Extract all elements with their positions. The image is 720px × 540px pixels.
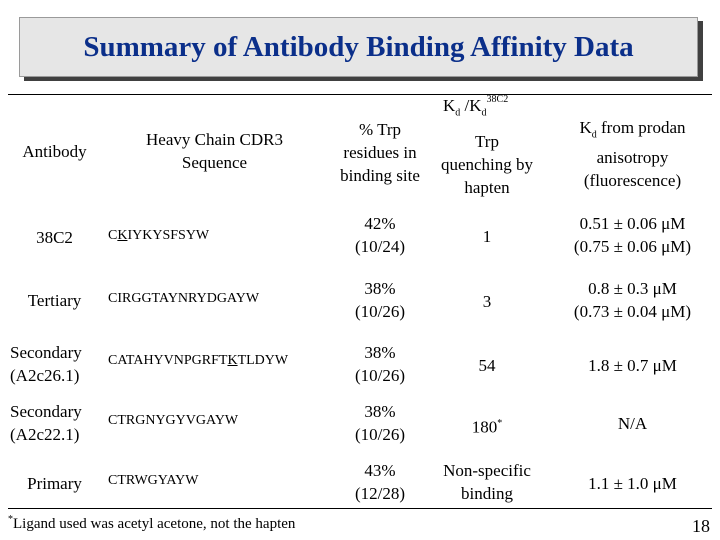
header-antibody: Antibody [22,142,87,161]
row-sequence [108,353,288,369]
table-top-rule [8,94,712,95]
footnote-text: Ligand used was acetyl acetone, not the hapten [13,516,296,532]
row-antibody: Tertiary [27,291,82,310]
header-trp-line2: residues in [343,143,417,162]
row-trp-line2: (10/26) [354,302,406,321]
header-trp [330,118,430,187]
seq-post: TLDYW [237,353,289,368]
row-sequence [108,473,199,489]
header-sequence-line2: Sequence [181,153,248,172]
row-trp-line2: (12/28) [354,484,406,503]
header-trp-line3: binding site [340,166,420,185]
row-sequence [108,291,259,307]
table-bottom-rule [8,508,712,509]
row-kd [555,212,710,258]
header-sequence [112,128,317,174]
header-kd-ratio-line3: quenching by [440,155,534,174]
row-trp [330,459,430,505]
row-kd-ratio-line1: Non-specific [443,461,531,480]
row-trp-line1: 42% [364,214,396,233]
page-number: 18 [692,516,710,536]
header-kd-ratio-d1: d [455,107,461,119]
seq-underlined: K [117,228,128,243]
row-trp-line2: (10/26) [354,425,406,444]
header-kd-prodan-rest: from prodan [596,118,686,137]
row-sequence [108,413,238,429]
footnote [8,514,295,533]
row-kd: 1.1 ± 1.0 μM [588,474,677,493]
row-sequence [108,228,209,244]
seq-post: IYKYSFSYW [127,228,210,243]
row-trp-line1: 38% [364,279,396,298]
title-box [19,17,698,77]
row-antibody: Primary [27,474,82,493]
header-kd-ratio-sup: 38C2 [486,94,509,106]
row-kd-line1: 0.51 ± 0.06 μM [579,214,686,233]
header-trp-line1: % Trp [358,120,402,139]
row-antibody [10,341,82,387]
header-kd-prodan-line1 [555,116,710,146]
row-antibody-line1: Secondary [10,343,82,362]
header-kd-ratio-k: K [443,96,456,115]
header-kd-ratio-line4: hapten [464,178,510,197]
row-kd-ratio: 1 [482,227,492,246]
row-trp-line2: (10/24) [354,237,406,256]
seq-underlined: K [227,353,238,368]
seq-pre: CTRWGYAYW [108,473,199,488]
header-kd-prodan-line2: anisotropy [596,148,669,168]
row-trp-line1: 38% [364,343,396,362]
row-kd [555,277,710,323]
header-kd-ratio-line1 [443,96,508,118]
seq-pre: CATAHYVNPGRFT [108,353,228,368]
row-trp [330,341,430,387]
header-kd-prodan [555,116,710,192]
header-kd-ratio [428,130,546,199]
row-trp [330,400,430,446]
row-antibody: 38C2 [36,228,73,247]
row-antibody-line2: (A2c22.1) [10,425,80,444]
header-kd-prodan-k: K [579,118,592,137]
header-kd-prodan-d: d [591,129,597,141]
row-kd-ratio-footnote-mark: * [497,418,503,429]
row-kd-line2: (0.75 ± 0.06 μM) [573,237,692,256]
header-kd-ratio-d2: d [481,107,487,119]
slide-title: Summary of Antibody Binding Affinity Data [83,30,634,63]
row-kd-ratio: 54 [478,356,496,375]
row-trp-line2: (10/26) [354,366,406,385]
row-kd-ratio [428,459,546,505]
footnote-mark: * [8,514,13,525]
row-antibody [10,400,82,446]
row-kd: N/A [617,414,648,433]
row-kd-ratio-value: 180 [471,417,498,437]
row-trp-line1: 43% [364,461,396,480]
header-kd-prodan-line3: (fluorescence) [583,171,682,191]
row-kd-ratio: 3 [482,292,492,311]
row-kd-line2: (0.73 ± 0.04 μM) [573,302,692,321]
seq-pre: CTRGNYGYVGAYW [108,413,239,428]
seq-pre: C [108,228,118,243]
row-kd-line1: 0.8 ± 0.3 μM [588,279,677,298]
row-kd-ratio [428,412,546,439]
header-kd-ratio-slash: /K [460,96,482,115]
row-antibody-line1: Secondary [10,402,82,421]
row-trp-line1: 38% [364,402,396,421]
header-kd-ratio-line2: Trp [475,132,499,151]
row-kd: 1.8 ± 0.7 μM [588,356,677,375]
row-trp [330,212,430,258]
header-sequence-line1: Heavy Chain CDR3 [146,130,283,149]
row-antibody-line2: (A2c26.1) [10,366,80,385]
row-trp [330,277,430,323]
row-kd-ratio-line2: binding [461,484,513,503]
seq-pre: CIRGGTAYNRYDGAYW [108,291,260,306]
